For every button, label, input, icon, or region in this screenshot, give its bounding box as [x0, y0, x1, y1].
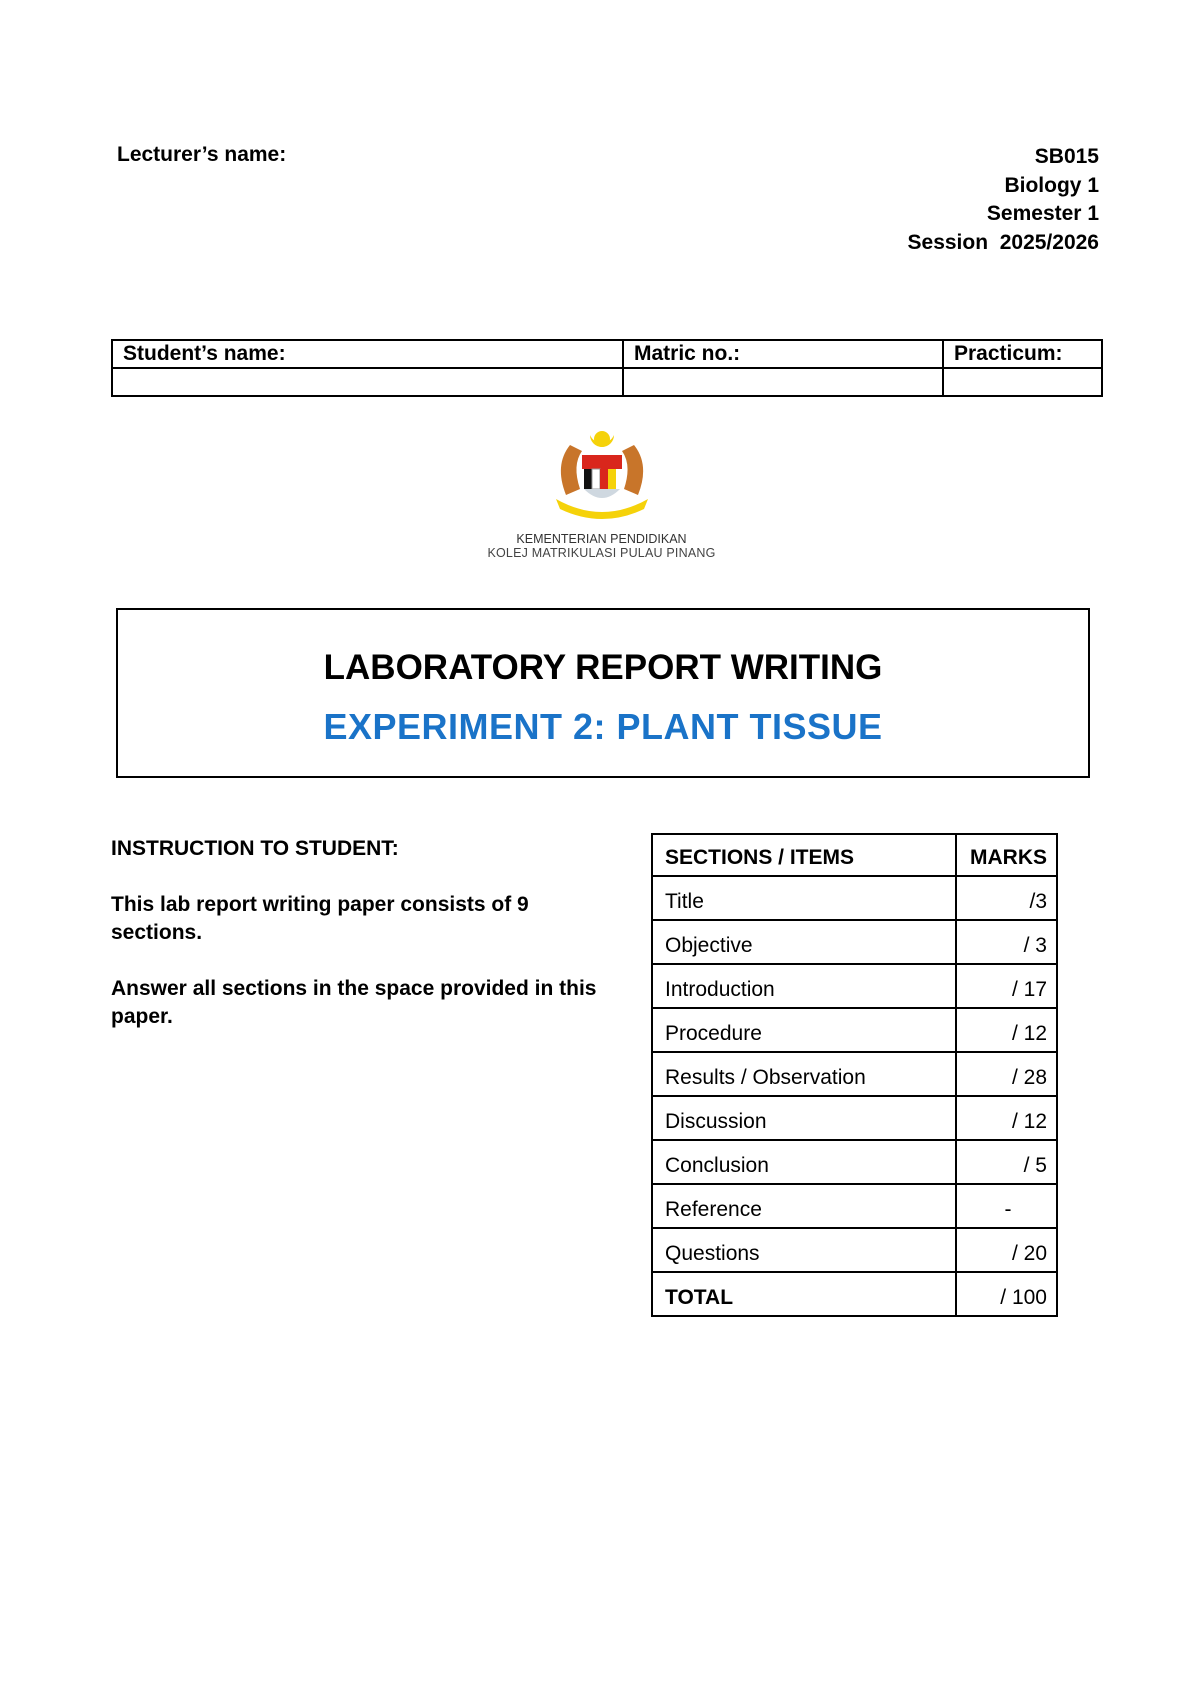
matric-field[interactable] [623, 368, 943, 396]
semester: Semester 1 [986, 202, 1099, 225]
instructions-heading: INSTRUCTION TO STUDENT: [111, 837, 399, 860]
section-name: Discussion [652, 1096, 956, 1140]
instructions-para-1: This lab report writing paper consists of 9 sections. [111, 893, 529, 944]
logo-line-2: KOLEJ MATRIKULASI PULAU PINANG [487, 546, 716, 560]
section-marks: / 3 [956, 920, 1057, 964]
section-name: Questions [652, 1228, 956, 1272]
section-name: Conclusion [652, 1140, 956, 1184]
table-row [652, 920, 1057, 964]
practicum-label: Practicum: [943, 340, 1102, 368]
total-row [652, 1272, 1057, 1316]
total-marks: / 100 [956, 1272, 1057, 1316]
table-row [652, 1184, 1057, 1228]
table-row [652, 876, 1057, 920]
title-box [116, 608, 1090, 778]
total-label: TOTAL [652, 1272, 956, 1316]
section-name: Objective [652, 920, 956, 964]
institution-logo [480, 425, 723, 567]
section-marks: / 28 [956, 1052, 1057, 1096]
table-row [652, 1096, 1057, 1140]
student-name-label: Student’s name: [112, 340, 623, 368]
marks-table [651, 833, 1058, 1317]
header-sections: SECTIONS / ITEMS [652, 834, 956, 876]
table-row [652, 1052, 1057, 1096]
session: Session 2025/2026 [907, 230, 1099, 254]
report-title: LABORATORY REPORT WRITING [323, 648, 883, 687]
instructions-para-2: Answer all sections in the space provided in this paper. [111, 977, 597, 1028]
section-marks: /3 [956, 876, 1057, 920]
table-row [652, 964, 1057, 1008]
section-name: Procedure [652, 1008, 956, 1052]
table-row [652, 1140, 1057, 1184]
coat-of-arms-icon [532, 425, 672, 525]
marks-table-header [652, 834, 1057, 876]
section-marks: - [956, 1184, 1057, 1228]
matric-label: Matric no.: [623, 340, 943, 368]
student-info-table [111, 339, 1103, 397]
course-name: Biology 1 [1004, 173, 1099, 197]
lecturer-name-label: Lecturer’s name: [117, 143, 287, 166]
section-marks: / 17 [956, 964, 1057, 1008]
course-code: SB015 [1034, 145, 1099, 168]
logo-line-1: KEMENTERIAN PENDIDIKAN [516, 532, 687, 546]
section-marks: / 20 [956, 1228, 1057, 1272]
table-row [652, 1008, 1057, 1052]
section-name: Results / Observation [652, 1052, 956, 1096]
section-marks: / 12 [956, 1008, 1057, 1052]
practicum-field[interactable] [943, 368, 1102, 396]
section-marks: / 5 [956, 1140, 1057, 1184]
section-marks: / 12 [956, 1096, 1057, 1140]
instructions [111, 835, 611, 1059]
course-info [908, 143, 1099, 257]
section-name: Title [652, 876, 956, 920]
student-name-field[interactable] [112, 368, 623, 396]
experiment-title: EXPERIMENT 2: PLANT TISSUE [323, 706, 883, 747]
section-name: Reference [652, 1184, 956, 1228]
table-row [652, 1228, 1057, 1272]
section-name: Introduction [652, 964, 956, 1008]
header-marks: MARKS [956, 834, 1057, 876]
